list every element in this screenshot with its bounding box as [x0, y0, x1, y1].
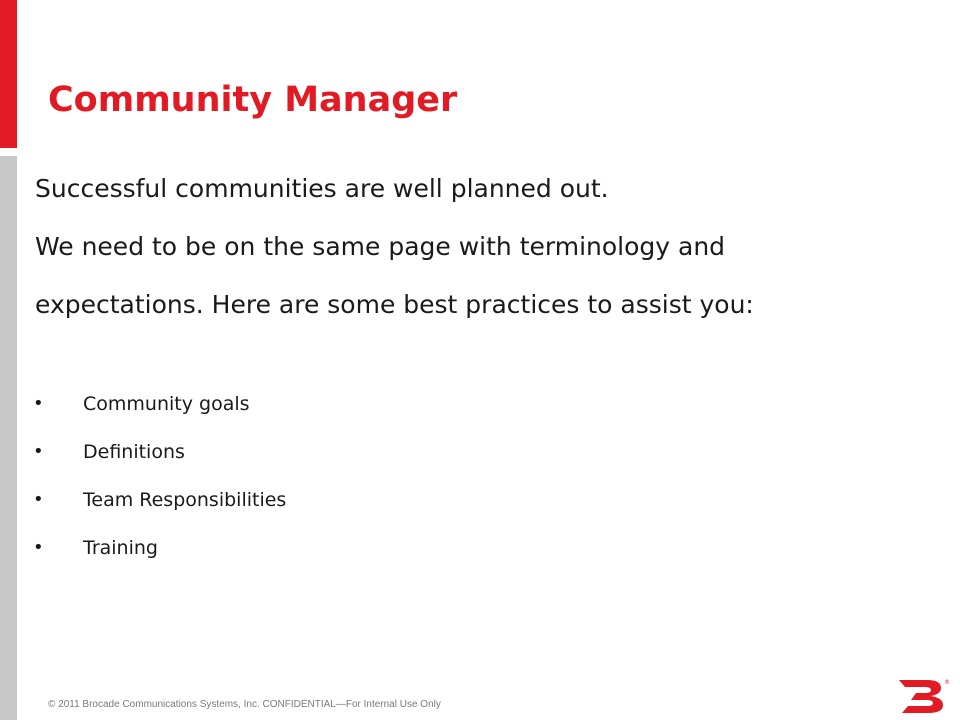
bullet-icon: • [33, 489, 44, 510]
accent-bar-gray [0, 156, 17, 720]
brocade-b-logo-icon [897, 676, 949, 716]
bullet-item [33, 428, 286, 476]
bullet-icon: • [33, 537, 44, 558]
intro-line: We need to be on the same page with terminology and [35, 232, 726, 261]
bullet-label: Training [83, 537, 158, 559]
slide-title: Community Manager [48, 80, 458, 120]
bullet-item [33, 476, 286, 524]
bullet-label: Definitions [83, 441, 185, 463]
bullet-list [33, 380, 286, 572]
intro-text [35, 160, 935, 334]
bullet-item [33, 380, 286, 428]
intro-line: expectations. Here are some best practices to assist you: [35, 290, 754, 319]
bullet-label: Community goals [83, 393, 250, 415]
bullet-label: Team Responsibilities [83, 489, 287, 511]
bullet-icon: • [33, 393, 44, 414]
footer-confidential: © 2011 Brocade Communications Systems, Inc. CONFIDENTIAL—For Internal Use Only [48, 699, 441, 710]
bullet-icon: • [33, 441, 44, 462]
registered-mark: ® [944, 679, 950, 686]
intro-line: Successful communities are well planned out. [35, 174, 609, 203]
accent-bar-red [0, 0, 17, 148]
bullet-item [33, 524, 286, 572]
